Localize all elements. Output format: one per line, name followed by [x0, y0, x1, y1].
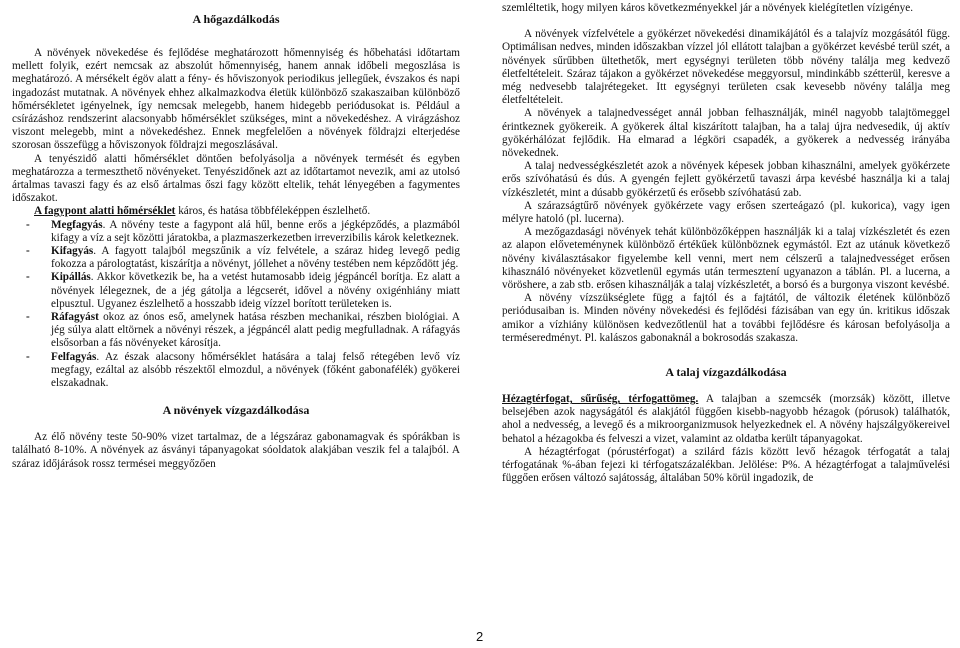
paragraph [502, 393, 950, 446]
left-column [12, 12, 460, 471]
term: Ráfagyást [51, 311, 99, 324]
paragraph: Az élő növény teste 50-90% vizet tartalmaz, de a légszáraz gabonamagvak és spórákban is található 8-10%. A növények az ásványi tápanyagokat sóoldatok alakjában veszik fel a talajból. A száraz időjárások rossz termései meggyőzően [12, 431, 460, 470]
paragraph: A növények vízfelvétele a gyökérzet növekedési dinamikájától és a talajvíz mozgásától függ. Optimálisan nedves, minden időszakban vízzel jól ellátott talajban a gyökérzet kevésbé terül szét, a növények sűrűbben ültethetők, mert egységnyi területen több növény találja meg kedvező életfeltételeit. Száraz tájakon a gyökérzet növekedése meggyorsul, mindinkább szétterül, keresve a még nedvesebb talajrétegeket. Itt egységnyi területen csak kevesebb növény találja meg életfeltételeit. [502, 28, 950, 107]
right-column [502, 2, 950, 486]
paragraph [12, 205, 460, 218]
list-item: - Felfagyás. Az észak alacsony hőmérséklet hatására a talaj felső rétegében levő víz megfagy, ezáltal az alsóbb részektől elmozdul, a növények (főként gabonafélék) gyökerei elszakadnak. [26, 350, 460, 390]
paragraph-text: A talajban a szemcsék (morzsák) között, illetve belsejében azok nagyságától és alakjától függően kisebb-nagyobb hézagok (pórusok) találhatók, ahol a nedvesség, a levegő és a mikroorganizmusok helyezkednek el. A növény hajszálgyökereivel behatol a hézagokba és felveszi a vizet, valamint az oldatba került tápanyagokat. [502, 393, 950, 445]
list-item: - Kipállás. Akkor következik be, ha a vetést hutamosabb ideig jégpáncél borítja. Ez alatt a növények lélegeznek, de a jég gátolja a légcserét, idővel a növény oxigénhiány miatt elpusztul. Ugyanez észlelhető a hosszabb ideig vízzel borított területeken is. [26, 271, 460, 310]
paragraph: A szárazságtűrő növények gyökérzete vagy erősen szerteágazó (pl. kukorica), vagy igen mélyre hatoló (pl. lucerna). [502, 199, 950, 226]
paragraph: A növények növekedése és fejlődése meghatározott hőmennyiség és hőbehatási időtartam mellett folyik, ezért nemcsak az abszolút hőmennyiség, hanem annak időbeli megoszlása is meghatározó. A mérsékelt égöv alatt a fény- és hőviszonyok periodikus jellegűek, évszakos és napi ingadozást mutatnak. A növények ehhez alkalmazkodva életük különböző szakaszaiban különböző hőmérsékletet igényelnek, így nemcsak melegebb, hanem hidegebb periódusokat is. Például a csírázáshoz rendszerint alacsonyabb hőmérséklet szükséges, mint a növekedéshez. A virágzáshoz viszont melegebb, mint a növekedéshez. Ennek megfelelően a növények földrajzi elterjedése szorosan összefügg a hőviszonyok földrajzi megoszlásával. [12, 47, 460, 152]
paragraph: A tenyészidő alatti hőmérséklet döntően befolyásolja a növények termését és egyben meghatározza a termeszthető növényeket. Tenyészidőnek azt az időtartamot nevezik, ami az utolsó ártalmas tavaszi fagy és az első ártalmas őszi fagy között eltelik, tehát lényegében a fagymentes időszakot. [12, 152, 460, 205]
paragraph: A növény vízszükséglete függ a fajtól és a fajtától, de változik életének különböző periódusaiban is. Minden növény növekedési és fejlődési fázisában van egy ún. kritikus időszak amikor a vízhiány különösen kedvezőtlenül hat a további fejlődésre és károsan befolyásolja a terméseredményt. Pl. kalászos gabonaknál a bokrosodás szakasza. [502, 292, 950, 344]
paragraph: szemléltetik, hogy milyen káros következményekkel jár a növények kielégítetlen vízigénye. [502, 2, 913, 14]
section-title-soil-water: A talaj vízgazdálkodása [665, 365, 787, 380]
paragraph: A talaj nedvességkészletét azok a növények képesek jobban kihasználni, amelyek gyökérzete erős szívóhatású és dús. A gyengén fejlett gyökérzetű tavaszi árpa kevésbé használja ki a talaj vízkészletét, mint a dúsabb gyökérzetű és erősebb szívóhatású zab. [502, 160, 950, 199]
paragraph: A mezőgazdasági növények tehát különbözőképpen használják ki a talaj vízkészletét és ezen az alapon előveteménynek különböző értékűek különböznek egymástól. Ezt az utánuk következő növény kiválasztásakor figyelembe kell venni, mert nem célszerű a talajnedvességet erősen kihasználó növényeket közvetlenül egymás után termesztení ugyanazon a táblán. Pl. a lucerna, a vöröshere, a zab stb. erősen kihasználják a talaj vízkészletét, a borsó és a burgonya viszont kevésbé. [502, 226, 950, 292]
bold-term: A fagypont alatti hőmérséklet [34, 205, 176, 218]
list-item: - Megfagyás. A növény teste a fagypont alá hűl, benne erős a jégképződés, a plazmából kifagy a víz a sejt közötti járatokba, a plazmaszerkezetben irreverzibilis károk keletkeznek. [26, 218, 460, 244]
term: Felfagyás [51, 350, 97, 363]
term: Megfagyás [51, 218, 103, 231]
term: Kifagyás [51, 245, 94, 258]
list-item: - Kifagyás. A fagyott talajból megszűnik a víz felvétele, a száraz hideg levegő pedig fokozza a párologtatást, kiszárítja a növényt, jóllehet a növény testében nem képződött jég. [26, 245, 460, 271]
section-title-heat: A hőgazdálkodás [192, 12, 280, 26]
bold-term: Hézagtérfogat, sűrűség, térfogattömeg. [502, 393, 699, 406]
list-item: - Ráfagyást okoz az ónos eső, amelynek hatása részben mechanikai, részben biológiai. A jég súlya alatt eltörnek a növényi részek, a jégpáncél alatt pedig megfulladnak. A ráfagyás elsősorban a fás növényeket károsítja. [26, 311, 460, 350]
paragraph-text: káros, és hatása többféleképpen észlelhető. [175, 205, 371, 218]
page-number: 2 [476, 629, 484, 644]
term: Kipállás [51, 271, 91, 284]
paragraph: A hézagtérfogat (pórustérfogat) a szilárd fázis között levő hézagok térfogatát a talaj térfogatának %-ában fejezi ki térfogatszázalékban. Jelölése: P%. A hézagtérfogat a talajművelési függően erősen változó sajátosság, általában 50% körül ingadozik, de [502, 445, 950, 485]
section-title-water: A növények vízgazdálkodása [162, 403, 310, 418]
paragraph: A növények a talajnedvességet annál jobban felhasználják, minél nagyobb talajtömeggel érintkeznek gyökereik. A gyökerek által kiszárított talajban, ha a talaj újra nedvesedik, új aktív gyökérhálózat fejlődik. Ha elmarad a légköri csapadék, a gyökerek a nedvesség irányába növekednek. [502, 107, 950, 160]
